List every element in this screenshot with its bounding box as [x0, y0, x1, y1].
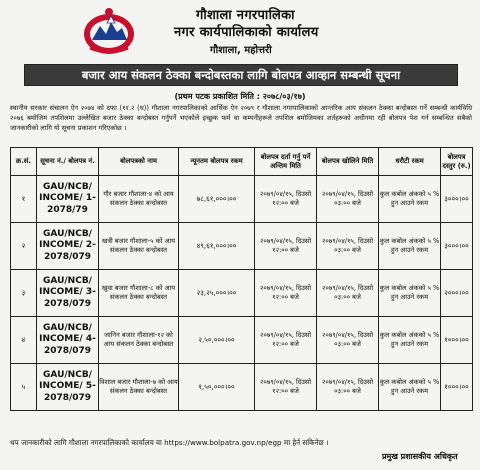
- col-header-fee: बोलपत्र दस्तुर (रु.): [441, 148, 473, 176]
- table-row: [11, 364, 473, 411]
- cell-sn: १: [11, 176, 37, 223]
- footer-note: थप जानकारीको लागि गौशाला नगरपालिकाको कार्यालय वा https://www.bolpatra.gov.np/egp मा हेर्न सकिनेछ ।: [10, 438, 329, 447]
- office-name: नगर कार्यपालिकाको कार्यालय: [174, 25, 319, 40]
- cell-ref: GAU/NCB/ INCOME/ 3-2078/079: [37, 270, 99, 317]
- cell-fee: ३०००।००: [441, 176, 473, 223]
- cell-opening: २०७९/०४/१५, दिउसो ०३:०० बजे: [317, 364, 379, 411]
- cell-ref: GAU/NCB/ INCOME/ 4-2078/079: [37, 317, 99, 364]
- letterhead: [0, 0, 480, 62]
- table-row: [11, 176, 473, 223]
- col-header-deadline: बोलपत्र दर्ता गर्नु पर्ने अन्तिम मिति: [255, 148, 317, 176]
- cell-opening: २०७९/०४/१५, दिउसो ०३:०० बजे: [317, 270, 379, 317]
- signature-title: प्रमुख प्रशासकीय अधिकृत: [382, 452, 458, 461]
- cell-name: गौर बजार गौशाला-४ को आय संकलन ठेक्का बन्दोबस्त: [99, 176, 179, 223]
- nepal-emblem-icon: [80, 4, 138, 56]
- cell-deposit: कुल कबोल अंकको ५ % हुन आउने रकम: [379, 270, 441, 317]
- cell-deposit: कुल कबोल अंकको ५ % हुन आउने रकम: [379, 223, 441, 270]
- cell-ref: GAU/NCB/ INCOME/ 1-2078/79: [37, 176, 99, 223]
- cell-deadline: २०७९/०४/१५, दिउसो १२:०० बजे: [255, 364, 317, 411]
- cell-amount: २३,२५,०००।००: [179, 270, 255, 317]
- table-header-row: [11, 148, 473, 176]
- cell-deadline: २०७९/०४/१५, दिउसो १२:०० बजे: [255, 270, 317, 317]
- cell-deadline: २०७९/०४/१५, दिउसो १२:०० बजे: [255, 223, 317, 270]
- office-address: गौशाला, महोत्तरी: [210, 45, 272, 56]
- col-header-name: बोलपत्रको नाम: [99, 148, 179, 176]
- cell-ref: GAU/NCB/ INCOME/ 5-2078/079: [37, 364, 99, 411]
- cell-deposit: कुल कबोल अंकको ५ % हुन आउने रकम: [379, 317, 441, 364]
- cell-amount: ४९,६१,०००।००: [179, 223, 255, 270]
- cell-amount: २,५०,०००।००: [179, 317, 255, 364]
- table-row: [11, 270, 473, 317]
- cell-fee: २०००।००: [441, 270, 473, 317]
- col-header-amount: न्यूनतम बोलपत्र रकम: [179, 148, 255, 176]
- cell-fee: १०००।००: [441, 317, 473, 364]
- cell-ref: GAU/NCB/ INCOME/ 2-2078/079: [37, 223, 99, 270]
- publish-date: (प्रथम पटक प्रकाशित मिति : २०७८/०३/१७): [174, 92, 306, 101]
- cell-deadline: २०७९/०४/१५, दिउसो १२:०० बजे: [255, 176, 317, 223]
- cell-name: जानिन बजार गौशाला-१२ को आय संकलन ठेक्का बन्दोबस्त: [99, 317, 179, 364]
- cell-fee: १०००।००: [441, 364, 473, 411]
- notice-intro: स्थानीय सरकार संचालन ऐन २०७४ को दफा (११.२ (ध)) गौशाला नगरपालिकाको आर्थिक ऐन २०७९ र गौशाला नगरपालिकाको आन्तरिक आय संकलन ठेक्का बन्दोबस्त गर्ने सम्बन्धी कार्यविधि २०७६ बमोजिम तपशिलमा उल्लेखित बजार ठेक्का बन्दोबस्त गर्नुपर्ने भएकोले इच्छुक फर्म वा कम्पनीहरूले तपशिल बमोजिमका शर्तहरूको अधीनमा रही बोलपत्र पेश गर्न सम्बन्धित सबैको जानकारीको लागि यो सूचना प्रकाशन गरिएकोछ ।: [10, 104, 472, 132]
- cell-deposit: कुल कबोल अंकको ५ % हुन आउने रकम: [379, 176, 441, 223]
- cell-name: खुवा बजार गौशाला-८ को आय संकलन ठेक्का बन्दोबस्त: [99, 270, 179, 317]
- cell-deadline: २०७९/०४/१५, दिउसो १२:०० बजे: [255, 317, 317, 364]
- cell-amount: १,५०,०००।००: [179, 364, 255, 411]
- cell-sn: ३: [11, 270, 37, 317]
- cell-opening: २०७९/०४/१५, दिउसो ०३:०० बजे: [317, 223, 379, 270]
- cell-opening: २०७९/०४/१५, दिउसो ०३:०० बजे: [317, 176, 379, 223]
- cell-name: खत्री बजार गौशाला-५ को आय संकलन ठेक्का बन्दोबस्त: [99, 223, 179, 270]
- cell-sn: ४: [11, 317, 37, 364]
- notice-title: बजार आय संकलन ठेक्का बन्दोबस्तका लागि बोलपत्र आव्हान सम्बन्धी सूचना: [24, 64, 458, 86]
- table-row: [11, 317, 473, 364]
- cell-sn: २: [11, 223, 37, 270]
- cell-opening: २०७९/०४/१५, दिउसो ०३:०० बजे: [317, 317, 379, 364]
- table-row: [11, 223, 473, 270]
- municipality-name: गौशाला नगरपालिका: [196, 8, 295, 23]
- col-header-ref: सूचना नं./ बोलपत्र नं.: [37, 148, 99, 176]
- cell-fee: ३०००।००: [441, 223, 473, 270]
- col-header-opening: बोलपत्र खोलिने मिति: [317, 148, 379, 176]
- cell-amount: ७८,६१,०००।००: [179, 176, 255, 223]
- cell-name: विशाल बजार गौशाला-७ को आय संकलन ठेक्का बन्दोबस्त: [99, 364, 179, 411]
- cell-sn: ५: [11, 364, 37, 411]
- col-header-sn: क्र.सं.: [11, 148, 37, 176]
- col-header-deposit: धरौटी रकम: [379, 148, 441, 176]
- bid-table: [10, 147, 473, 411]
- cell-deposit: कुल कबोल अंकको ५ % हुन आउने रकम: [379, 364, 441, 411]
